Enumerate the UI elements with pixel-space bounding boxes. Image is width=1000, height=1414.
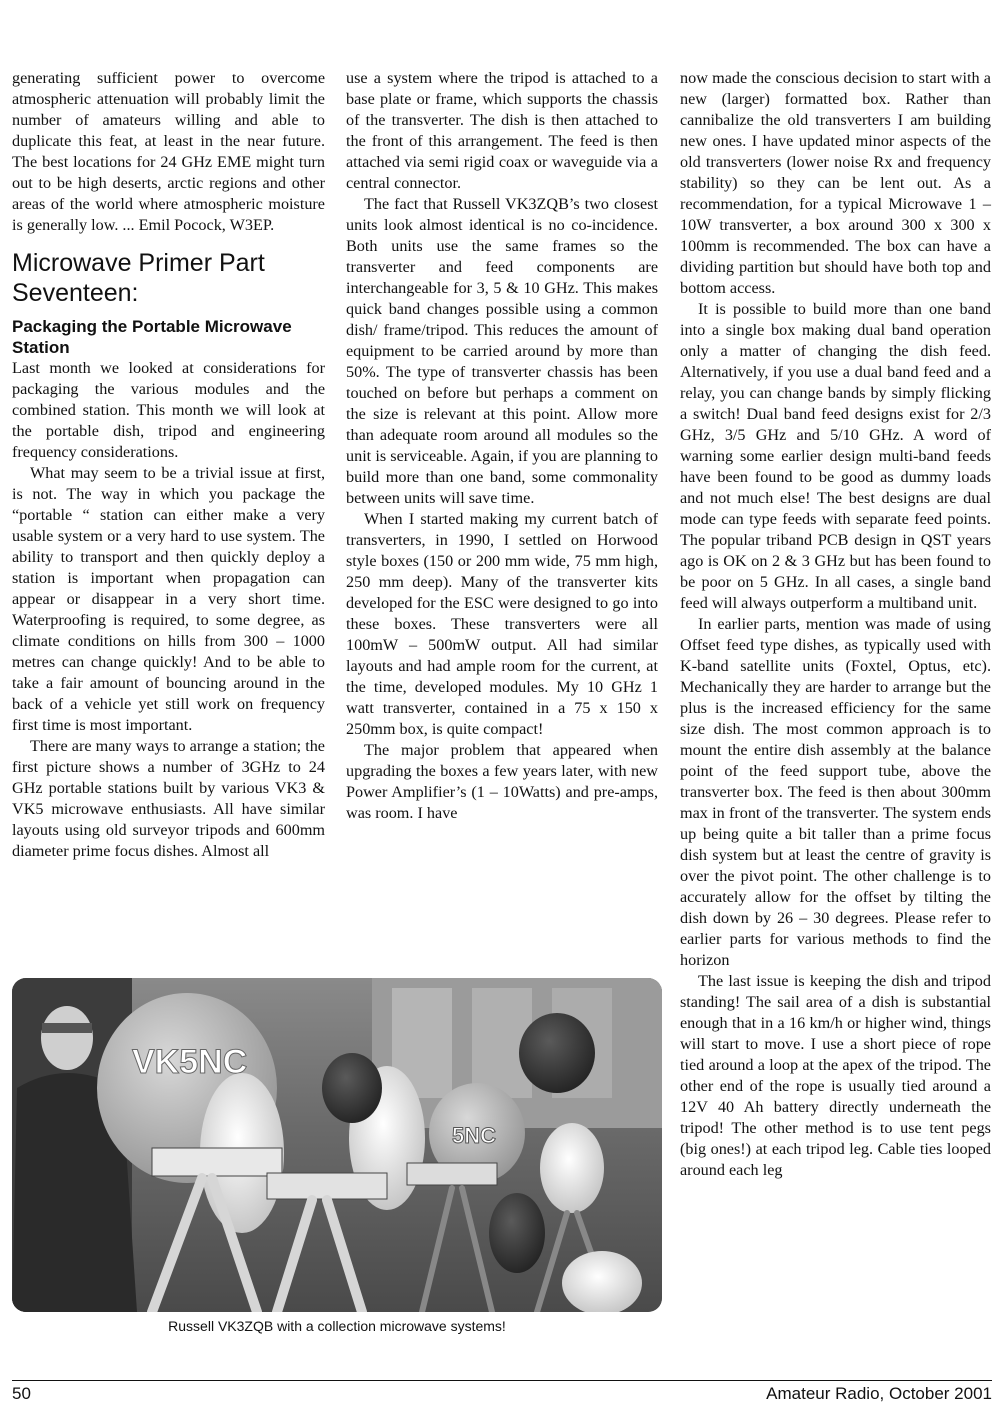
body-paragraph: Last month we looked at considerations for packaging the various modules and the combined station. This month we will look at the portable dish, tripod and engineering frequency considerations.: [12, 359, 325, 461]
publication-line: Amateur Radio, October 2001: [766, 1384, 992, 1403]
body-paragraph: The major problem that appeared when upgrading the boxes a few years later, with new Power Amplifier’s (1 – 10Watts) and pre-amps, was room. I have: [346, 741, 658, 822]
body-paragraph: In earlier parts, mention was made of using Offset feed type dishes, as typically used with K-band satellite units (Foxtel, Optus, etc). Mechanically they are harder to arrange but the plus is the increased efficiency for the same size dish. The most common approach is to mount the entire dish assembly at the balance point of the feed support tube, above the transverter box. The feed is then about 300mm max in front of the transverter. The system ends up being quite a bit taller than a prime focus dish system but at least the centre of gravity is over the pivot point. The other challenge is to accurately allow for the offset by tilting the dish down by 26 – 30 degrees. Please refer to earlier parts for various methods to find the horizon: [680, 615, 991, 969]
footer-rule: [12, 1380, 992, 1381]
figure-photo: [12, 978, 662, 1312]
text-column-3: [680, 68, 991, 1181]
dish-label-large: VK5NC: [132, 1043, 248, 1081]
text-column-2: [346, 68, 658, 824]
dish-label-small: 5NC: [452, 1123, 497, 1148]
figure-caption: Russell VK3ZQB with a collection microwave systems!: [168, 1318, 506, 1334]
body-paragraph: There are many ways to arrange a station; the first picture shows a number of 3GHz to 24 GHz portable stations built by various VK3 & VK5 microwave enthusiasts. All have similar layouts using old surveyor tripods and 600mm diameter prime focus dishes. Almost all: [12, 737, 325, 860]
body-paragraph: The fact that Russell VK3ZQB’s two closest units look almost identical is no co-incidence. Both units use the same frames so the transverter and feed components are interchangeable for 3, 5 & 10 GHz. This makes quick band changes possible using a common dish/ frame/tripod. This reduces the amount of equipment to be carried around by more than 50%. The type of transverter chassis has been touched on before but perhaps a comment on the size is relevant at this point. Allow more than adequate room around all modules so the unit is serviceable. Again, if you are planning to build more than one band, some commonality between units will save time.: [346, 195, 658, 507]
intro-paragraph: generating sufficient power to overcome atmospheric attenuation will probably limit the number of amateurs willing and able to duplicate this feat, at least in the near future. The best locations for 24 GHz EME might turn out to be high deserts, arctic regions and other areas of the world where atmospheric moisture is generally low. ... Emil Pocock, W3EP.: [12, 69, 325, 234]
text-column-1: [12, 68, 325, 862]
body-paragraph: The last issue is keeping the dish and tripod standing! The sail area of a dish is substantial enough that in a 16 km/h or higher wind, things will start to move. I use a short piece of rope tied around a loop at the apex of the tripod. The other end of the rope is usually tied around a 12V 40 Ah battery directly underneath the tripod! The other method is to use tent pegs (big ones!) at each tripod leg. Cable ties looped around each leg: [680, 972, 991, 1179]
article-subtitle: Packaging the Portable Microwave Station: [12, 317, 292, 357]
body-paragraph: use a system where the tripod is attached to a base plate or frame, which supports the chassis of the transverter. The dish is then attached to the front of this arrangement. The feed is then attached via semi rigid coax or waveguide via a central connector.: [346, 69, 658, 192]
article-title: Microwave Primer Part Seventeen:: [12, 249, 265, 307]
body-paragraph: now made the conscious decision to start with a new (larger) formatted box. Rather than cannibalize the old transverters I am building new ones. I have updated minor aspects of the old transverters (lower noise Rx and frequency stability) so they can be lent out. As a recommendation, for a typical Microwave 1 – 10W transverter, a box around 300 x 300 x 100mm is recommended. The box can have a dividing partition but should have both top and bottom access.: [680, 69, 991, 297]
body-paragraph: It is possible to build more than one band into a single box making dual band operation only a matter of changing the dish feed. Alternatively, if you use a dual band feed and a relay, you can change bands by simply flicking a switch! Dual band feed designs exist for 2/3 GHz, 3/5 GHz and 5/10 GHz. A word of warning some earlier design multi-band feeds have been found to be good as dummy loads and not much else! The best designs are dual mode can type feeds with separate feed points. The popular triband PCB design in QST years ago is OK on 2 & 3 GHz but has been found to be poor on 5 GHz. In all cases, a single band feed will always outperform a multiband unit.: [680, 300, 991, 612]
page-number: 50: [12, 1384, 31, 1403]
body-paragraph: What may seem to be a trivial issue at first, is not. The way in which you package the “portable “ station can either make a very usable system or a very hard to use system. The ability to transport and then quickly deploy a station is important when propagation can appear or disappear in a very short time. Waterproofing is required, to some degree, as climate conditions on hills from 300 – 1000 metres can change quickly! And to be able to take a fair amount of bouncing around in the back of a vehicle yet still work on frequency first time is most important.: [12, 464, 325, 734]
photo-illustration: [12, 978, 662, 1312]
body-paragraph: When I started making my current batch of transverters, in 1990, I settled on Horwood style boxes (150 or 200 mm wide, 75 mm high, 250 mm deep). Many of the transverter kits developed for the ESC were designed to go into these boxes. These transverters were all 100mW – 500mW output. All had similar layouts and had ample room for the current, at the time, developed modules. My 10 GHz 1 watt transverter, contained in a 75 x 150 x 250mm box, is quite compact!: [346, 510, 658, 738]
